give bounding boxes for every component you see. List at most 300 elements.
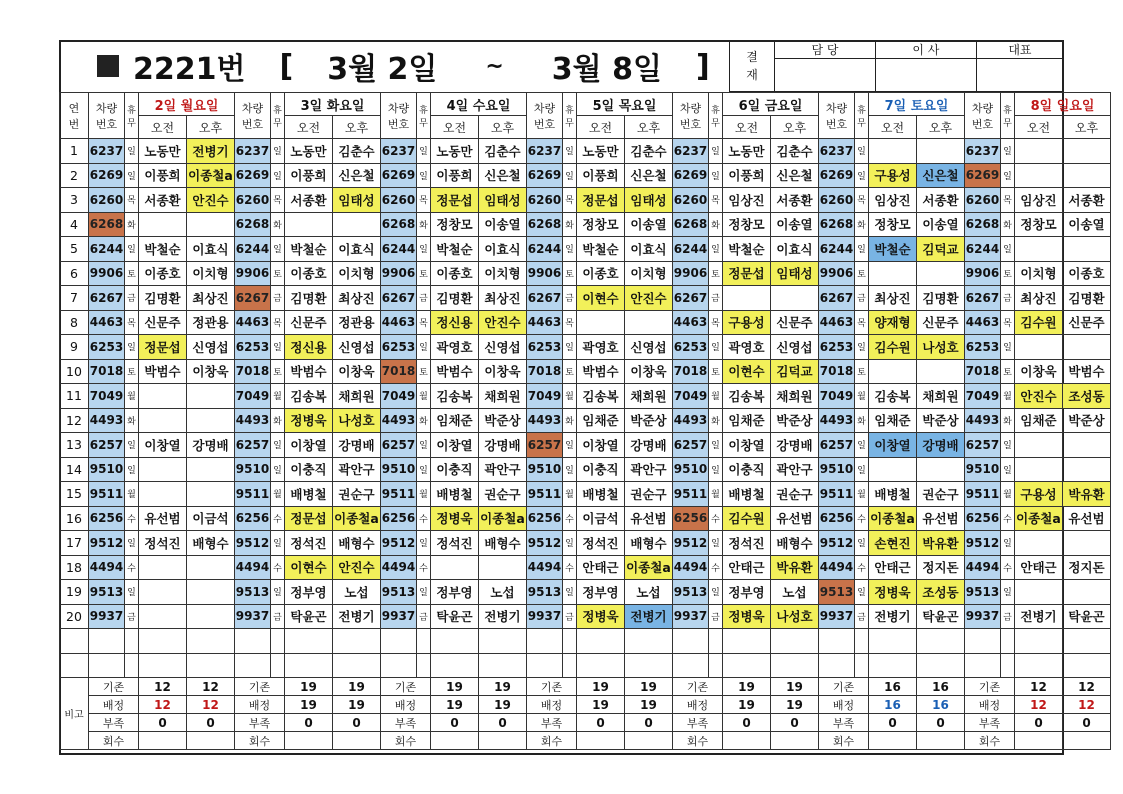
pm-driver[interactable]: 채희원 (479, 384, 527, 409)
am-driver[interactable]: 이풍희 (723, 163, 771, 188)
pm-driver[interactable]: 이금석 (187, 506, 235, 531)
pm-driver[interactable]: 권순구 (333, 482, 381, 507)
am-driver[interactable]: 이충직 (431, 457, 479, 482)
am-driver[interactable] (577, 310, 625, 335)
am-driver[interactable]: 정창모 (869, 212, 917, 237)
am-driver[interactable]: 이현수 (577, 286, 625, 311)
pm-driver[interactable]: 최상진 (333, 286, 381, 311)
header-hyu: 휴 무 (563, 93, 577, 139)
pm-driver[interactable]: 신영섭 (333, 335, 381, 360)
pm-driver[interactable] (187, 580, 235, 605)
am-driver[interactable]: 김수원 (1015, 310, 1063, 335)
am-driver[interactable]: 안태근 (723, 555, 771, 580)
pm-driver[interactable]: 이창욱 (333, 359, 381, 384)
am-driver[interactable]: 정신용 (285, 335, 333, 360)
am-driver[interactable]: 노동만 (139, 139, 187, 164)
pm-driver[interactable]: 이송열 (479, 212, 527, 237)
pm-driver[interactable]: 전병기 (333, 604, 381, 629)
pm-driver[interactable]: 조성동 (1063, 384, 1111, 409)
am-driver[interactable]: 구용성 (723, 310, 771, 335)
day-off: 일 (417, 433, 431, 458)
pm-driver[interactable]: 정지돈 (917, 555, 965, 580)
pm-driver[interactable]: 김춘수 (625, 139, 673, 164)
pm-driver[interactable]: 나성호 (771, 604, 819, 629)
am-driver[interactable]: 배병철 (869, 482, 917, 507)
am-driver[interactable]: 정석진 (577, 531, 625, 556)
pm-driver[interactable]: 곽안구 (625, 457, 673, 482)
am-driver[interactable]: 신문주 (285, 310, 333, 335)
am-driver[interactable]: 곽영호 (577, 335, 625, 360)
am-driver[interactable] (1015, 531, 1063, 556)
am-driver[interactable]: 배병철 (723, 482, 771, 507)
am-driver[interactable]: 김송복 (723, 384, 771, 409)
sign-cell[interactable] (875, 59, 976, 92)
pm-driver[interactable]: 나성호 (333, 408, 381, 433)
pm-driver[interactable]: 서종환 (771, 188, 819, 213)
pm-driver[interactable]: 배형수 (625, 531, 673, 556)
am-driver[interactable]: 서종환 (285, 188, 333, 213)
pm-driver[interactable]: 조성동 (917, 580, 965, 605)
pm-driver[interactable] (1063, 433, 1111, 458)
am-driver[interactable] (1015, 335, 1063, 360)
pm-driver[interactable]: 채희원 (917, 384, 965, 409)
pm-driver[interactable] (1063, 139, 1111, 164)
pm-driver[interactable] (1063, 457, 1111, 482)
pm-driver[interactable]: 김춘수 (771, 139, 819, 164)
pm-driver[interactable]: 채희원 (625, 384, 673, 409)
pm-driver[interactable] (479, 555, 527, 580)
pm-driver[interactable]: 이창욱 (625, 359, 673, 384)
pm-driver[interactable] (625, 310, 673, 335)
pm-driver[interactable]: 신영섭 (479, 335, 527, 360)
am-driver[interactable]: 정부영 (577, 580, 625, 605)
pm-driver[interactable]: 배형수 (333, 531, 381, 556)
pm-driver[interactable]: 신은철 (771, 163, 819, 188)
pm-driver[interactable]: 권순구 (479, 482, 527, 507)
pm-driver[interactable] (1063, 237, 1111, 262)
am-driver[interactable] (723, 286, 771, 311)
empty-cell (869, 653, 917, 678)
pm-driver[interactable]: 유선범 (771, 506, 819, 531)
pm-driver[interactable]: 신문주 (917, 310, 965, 335)
am-driver[interactable]: 안태근 (577, 555, 625, 580)
sign-cell[interactable] (775, 59, 876, 92)
am-driver[interactable] (1015, 580, 1063, 605)
am-driver[interactable]: 이충직 (285, 457, 333, 482)
pm-driver[interactable]: 전병기 (187, 139, 235, 164)
am-driver[interactable]: 임채준 (1015, 408, 1063, 433)
am-driver[interactable]: 김명환 (139, 286, 187, 311)
pm-driver[interactable]: 노섭 (333, 580, 381, 605)
pm-driver[interactable]: 박준상 (479, 408, 527, 433)
am-driver[interactable]: 정석진 (431, 531, 479, 556)
pm-driver[interactable]: 노섭 (771, 580, 819, 605)
am-driver[interactable]: 정병욱 (577, 604, 625, 629)
am-driver[interactable]: 노동만 (723, 139, 771, 164)
am-driver[interactable]: 박범수 (285, 359, 333, 384)
am-driver[interactable]: 정창모 (431, 212, 479, 237)
pm-driver[interactable]: 유선범 (917, 506, 965, 531)
pm-driver[interactable]: 김춘수 (333, 139, 381, 164)
pm-driver[interactable]: 강명배 (333, 433, 381, 458)
pm-driver[interactable] (333, 212, 381, 237)
pm-driver[interactable]: 강명배 (187, 433, 235, 458)
am-driver[interactable] (869, 457, 917, 482)
pm-driver[interactable] (187, 555, 235, 580)
pm-driver[interactable]: 이치형 (625, 261, 673, 286)
am-driver[interactable]: 정창모 (723, 212, 771, 237)
am-driver[interactable]: 곽영호 (431, 335, 479, 360)
pm-driver[interactable]: 이종호 (1063, 261, 1111, 286)
am-driver[interactable] (285, 212, 333, 237)
am-driver[interactable] (869, 261, 917, 286)
am-driver[interactable]: 전병기 (869, 604, 917, 629)
pm-driver[interactable]: 이송열 (771, 212, 819, 237)
am-driver[interactable]: 박범수 (431, 359, 479, 384)
pm-driver[interactable] (917, 359, 965, 384)
pm-driver[interactable]: 전병기 (479, 604, 527, 629)
am-driver[interactable]: 김송복 (285, 384, 333, 409)
am-driver[interactable]: 임채준 (723, 408, 771, 433)
am-driver[interactable]: 김명환 (285, 286, 333, 311)
pm-driver[interactable]: 임태성 (625, 188, 673, 213)
pm-driver[interactable]: 서종환 (1063, 188, 1111, 213)
pm-driver[interactable]: 김명환 (917, 286, 965, 311)
pm-driver[interactable]: 김덕교 (917, 237, 965, 262)
pm-driver[interactable]: 이종철a (479, 506, 527, 531)
pm-driver[interactable]: 신문주 (1063, 310, 1111, 335)
am-driver[interactable] (139, 580, 187, 605)
am-driver[interactable]: 안태근 (1015, 555, 1063, 580)
pm-driver[interactable]: 곽안구 (771, 457, 819, 482)
pm-driver[interactable]: 배형수 (187, 531, 235, 556)
empty-cell (479, 629, 527, 654)
am-driver[interactable]: 박철순 (285, 237, 333, 262)
pm-driver[interactable]: 신은철 (333, 163, 381, 188)
pm-driver[interactable]: 김명환 (1063, 286, 1111, 311)
pm-driver[interactable]: 강명배 (625, 433, 673, 458)
am-driver[interactable]: 임상진 (869, 188, 917, 213)
pm-driver[interactable]: 박준상 (771, 408, 819, 433)
am-driver[interactable] (139, 212, 187, 237)
am-driver[interactable]: 배병철 (577, 482, 625, 507)
am-driver[interactable]: 이종철a (869, 506, 917, 531)
am-driver[interactable]: 배병철 (285, 482, 333, 507)
am-driver[interactable]: 이창욱 (1015, 359, 1063, 384)
pm-driver[interactable]: 강명배 (771, 433, 819, 458)
pm-driver[interactable]: 임태성 (333, 188, 381, 213)
pm-driver[interactable]: 임태성 (771, 261, 819, 286)
pm-driver[interactable]: 신문주 (771, 310, 819, 335)
am-driver[interactable]: 이풍희 (139, 163, 187, 188)
pm-driver[interactable]: 신은철 (479, 163, 527, 188)
am-driver[interactable] (1015, 433, 1063, 458)
pm-driver[interactable] (1063, 531, 1111, 556)
car-number: 9513 (381, 580, 417, 605)
pm-driver[interactable]: 정관용 (333, 310, 381, 335)
am-driver[interactable] (1015, 237, 1063, 262)
am-driver[interactable]: 구용성 (869, 163, 917, 188)
am-driver[interactable] (139, 384, 187, 409)
am-driver[interactable]: 정문섭 (139, 335, 187, 360)
am-driver[interactable]: 전병기 (1015, 604, 1063, 629)
pm-driver[interactable] (771, 286, 819, 311)
pm-driver[interactable]: 이종철a (625, 555, 673, 580)
am-driver[interactable]: 정석진 (723, 531, 771, 556)
day-off: 화 (271, 408, 285, 433)
pm-driver[interactable]: 권순구 (917, 482, 965, 507)
am-driver[interactable]: 정문섭 (723, 261, 771, 286)
pm-driver[interactable]: 이창욱 (479, 359, 527, 384)
pm-driver[interactable]: 곽안구 (479, 457, 527, 482)
am-driver[interactable]: 박철순 (723, 237, 771, 262)
am-driver[interactable]: 최상진 (1015, 286, 1063, 311)
pm-driver[interactable]: 이치형 (187, 261, 235, 286)
am-driver[interactable]: 이창열 (431, 433, 479, 458)
am-driver[interactable]: 정병욱 (723, 604, 771, 629)
day-off: 월 (125, 384, 139, 409)
pm-driver[interactable]: 이치형 (333, 261, 381, 286)
car-number: 7049 (965, 384, 1001, 409)
pm-driver[interactable] (917, 261, 965, 286)
am-driver[interactable]: 김송복 (869, 384, 917, 409)
am-driver[interactable]: 이종호 (431, 261, 479, 286)
am-driver[interactable]: 안진수 (1015, 384, 1063, 409)
am-driver[interactable]: 정부영 (723, 580, 771, 605)
pm-driver[interactable]: 안진수 (625, 286, 673, 311)
pm-driver[interactable]: 박준상 (625, 408, 673, 433)
am-driver[interactable]: 임상진 (723, 188, 771, 213)
am-driver[interactable]: 김명환 (431, 286, 479, 311)
am-driver[interactable]: 이충직 (577, 457, 625, 482)
pm-driver[interactable]: 안진수 (333, 555, 381, 580)
pm-driver[interactable]: 노섭 (479, 580, 527, 605)
pm-driver[interactable]: 김춘수 (479, 139, 527, 164)
pm-driver[interactable]: 이효식 (187, 237, 235, 262)
pm-driver[interactable]: 박준상 (917, 408, 965, 433)
am-driver[interactable]: 탁윤곤 (431, 604, 479, 629)
am-driver[interactable]: 곽영호 (723, 335, 771, 360)
am-driver[interactable]: 김송복 (577, 384, 625, 409)
am-driver[interactable] (1015, 163, 1063, 188)
pm-driver[interactable]: 노섭 (625, 580, 673, 605)
am-driver[interactable]: 박철순 (139, 237, 187, 262)
am-driver[interactable]: 정문섭 (285, 506, 333, 531)
pm-driver[interactable]: 배형수 (479, 531, 527, 556)
am-driver[interactable] (869, 139, 917, 164)
pm-driver[interactable] (187, 604, 235, 629)
am-driver[interactable]: 임상진 (1015, 188, 1063, 213)
pm-driver[interactable]: 박범수 (1063, 359, 1111, 384)
am-driver[interactable]: 최상진 (869, 286, 917, 311)
am-driver[interactable]: 정석진 (139, 531, 187, 556)
pm-driver[interactable]: 신영섭 (625, 335, 673, 360)
am-driver[interactable]: 박철순 (577, 237, 625, 262)
am-driver[interactable]: 박철순 (869, 237, 917, 262)
am-driver[interactable]: 이종호 (577, 261, 625, 286)
am-driver[interactable] (1015, 139, 1063, 164)
am-driver[interactable]: 이종호 (139, 261, 187, 286)
pm-driver[interactable]: 임태성 (479, 188, 527, 213)
am-driver[interactable]: 정창모 (1015, 212, 1063, 237)
pm-driver[interactable]: 곽안구 (333, 457, 381, 482)
pm-driver[interactable] (187, 212, 235, 237)
am-driver[interactable]: 이창열 (869, 433, 917, 458)
am-driver[interactable]: 신문주 (139, 310, 187, 335)
am-driver[interactable]: 임채준 (577, 408, 625, 433)
am-driver[interactable]: 김수원 (869, 335, 917, 360)
am-driver[interactable]: 배병철 (431, 482, 479, 507)
am-driver[interactable]: 정부영 (285, 580, 333, 605)
pm-driver[interactable]: 최상진 (187, 286, 235, 311)
pm-driver[interactable] (187, 408, 235, 433)
am-driver[interactable]: 이종철a (1015, 506, 1063, 531)
pm-driver[interactable] (917, 457, 965, 482)
pm-driver[interactable]: 탁윤곤 (1063, 604, 1111, 629)
am-driver[interactable]: 정부영 (431, 580, 479, 605)
pm-driver[interactable]: 권순구 (625, 482, 673, 507)
pm-driver[interactable]: 서종환 (917, 188, 965, 213)
am-driver[interactable]: 이창열 (285, 433, 333, 458)
am-driver[interactable]: 안태근 (869, 555, 917, 580)
footer-value: 16 (869, 678, 917, 696)
pm-driver[interactable] (917, 139, 965, 164)
am-driver[interactable]: 양재형 (869, 310, 917, 335)
pm-driver[interactable]: 신영섭 (187, 335, 235, 360)
am-driver[interactable] (431, 555, 479, 580)
am-driver[interactable]: 임채준 (869, 408, 917, 433)
pm-driver[interactable]: 박준상 (1063, 408, 1111, 433)
am-driver[interactable]: 이충직 (723, 457, 771, 482)
pm-driver[interactable]: 이송열 (917, 212, 965, 237)
pm-driver[interactable]: 유선범 (1063, 506, 1111, 531)
sign-cell[interactable] (976, 59, 1063, 92)
am-driver[interactable]: 이풍희 (431, 163, 479, 188)
am-driver[interactable]: 박범수 (139, 359, 187, 384)
footer-label: 배정 (235, 696, 285, 714)
car-number: 4493 (819, 408, 855, 433)
pm-driver[interactable]: 이종철a (333, 506, 381, 531)
am-driver[interactable]: 이현수 (723, 359, 771, 384)
am-driver[interactable]: 이현수 (285, 555, 333, 580)
pm-driver[interactable]: 이송열 (625, 212, 673, 237)
pm-driver[interactable]: 이효식 (625, 237, 673, 262)
pm-driver[interactable]: 김덕교 (771, 359, 819, 384)
am-driver[interactable]: 이금석 (577, 506, 625, 531)
pm-driver[interactable]: 안진수 (479, 310, 527, 335)
pm-driver[interactable] (187, 482, 235, 507)
pm-driver[interactable]: 안진수 (187, 188, 235, 213)
pm-driver[interactable]: 신은철 (625, 163, 673, 188)
pm-driver[interactable]: 신은철 (917, 163, 965, 188)
am-driver[interactable]: 정문섭 (577, 188, 625, 213)
am-driver[interactable]: 정창모 (577, 212, 625, 237)
pm-driver[interactable] (187, 384, 235, 409)
day-off: 토 (125, 261, 139, 286)
pm-driver[interactable]: 이종철a (187, 163, 235, 188)
am-driver[interactable] (1015, 457, 1063, 482)
am-driver[interactable] (139, 555, 187, 580)
am-driver[interactable]: 정석진 (285, 531, 333, 556)
am-driver[interactable] (869, 359, 917, 384)
am-driver[interactable]: 이창열 (577, 433, 625, 458)
day-off: 토 (563, 359, 577, 384)
pm-driver[interactable]: 유선범 (625, 506, 673, 531)
am-driver[interactable]: 박철순 (431, 237, 479, 262)
am-driver[interactable]: 이치형 (1015, 261, 1063, 286)
am-driver[interactable] (139, 457, 187, 482)
pm-driver[interactable]: 권순구 (771, 482, 819, 507)
pm-driver[interactable]: 나성호 (917, 335, 965, 360)
am-driver[interactable] (139, 482, 187, 507)
pm-driver[interactable]: 박유환 (1063, 482, 1111, 507)
am-driver[interactable]: 정병욱 (869, 580, 917, 605)
am-driver[interactable]: 서종환 (139, 188, 187, 213)
pm-driver[interactable]: 박유환 (917, 531, 965, 556)
pm-driver[interactable] (1063, 580, 1111, 605)
pm-driver[interactable]: 이치형 (479, 261, 527, 286)
am-driver[interactable]: 임채준 (431, 408, 479, 433)
pm-driver[interactable]: 강명배 (917, 433, 965, 458)
am-driver[interactable]: 정병욱 (431, 506, 479, 531)
am-driver[interactable]: 노동만 (285, 139, 333, 164)
am-driver[interactable]: 이창열 (139, 433, 187, 458)
am-driver[interactable]: 정병욱 (285, 408, 333, 433)
am-driver[interactable]: 손현진 (869, 531, 917, 556)
pm-driver[interactable]: 강명배 (479, 433, 527, 458)
pm-driver[interactable] (1063, 335, 1111, 360)
am-driver[interactable]: 구용성 (1015, 482, 1063, 507)
pm-driver[interactable]: 전병기 (625, 604, 673, 629)
pm-driver[interactable]: 최상진 (479, 286, 527, 311)
pm-driver[interactable]: 정지돈 (1063, 555, 1111, 580)
pm-driver[interactable]: 정관용 (187, 310, 235, 335)
pm-driver[interactable]: 이효식 (479, 237, 527, 262)
am-driver[interactable]: 김송복 (431, 384, 479, 409)
pm-driver[interactable]: 이효식 (771, 237, 819, 262)
am-driver[interactable]: 이창열 (723, 433, 771, 458)
pm-driver[interactable]: 이효식 (333, 237, 381, 262)
pm-driver[interactable] (1063, 163, 1111, 188)
am-driver[interactable]: 박범수 (577, 359, 625, 384)
am-driver[interactable] (139, 604, 187, 629)
am-driver[interactable]: 이풍희 (577, 163, 625, 188)
am-driver[interactable] (139, 408, 187, 433)
am-driver[interactable]: 이종호 (285, 261, 333, 286)
am-driver[interactable]: 노동만 (431, 139, 479, 164)
am-driver[interactable]: 이풍희 (285, 163, 333, 188)
pm-driver[interactable] (187, 457, 235, 482)
pm-driver[interactable]: 채희원 (771, 384, 819, 409)
am-driver[interactable]: 정문섭 (431, 188, 479, 213)
pm-driver[interactable]: 배형수 (771, 531, 819, 556)
pm-driver[interactable]: 채희원 (333, 384, 381, 409)
car-number: 6268 (965, 212, 1001, 237)
pm-driver[interactable]: 박유환 (771, 555, 819, 580)
car-number: 7018 (381, 359, 417, 384)
pm-driver[interactable]: 신영섭 (771, 335, 819, 360)
pm-driver[interactable]: 이창욱 (187, 359, 235, 384)
pm-driver[interactable]: 이송열 (1063, 212, 1111, 237)
am-driver[interactable]: 노동만 (577, 139, 625, 164)
pm-driver[interactable]: 탁윤곤 (917, 604, 965, 629)
am-driver[interactable]: 김수원 (723, 506, 771, 531)
am-driver[interactable]: 유선범 (139, 506, 187, 531)
am-driver[interactable]: 정신용 (431, 310, 479, 335)
day-off: 일 (417, 335, 431, 360)
day-off: 화 (417, 212, 431, 237)
am-driver[interactable]: 탁윤곤 (285, 604, 333, 629)
